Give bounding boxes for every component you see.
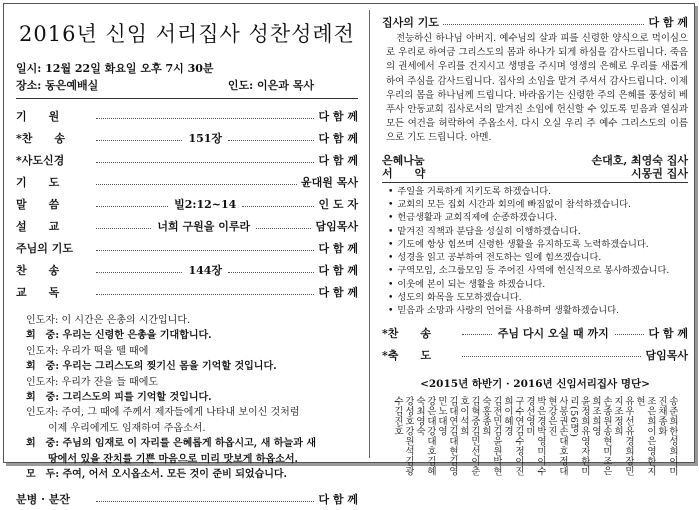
speaker-label: 모 두: [26, 469, 60, 481]
prayer-performer: 다 함 께 [648, 16, 688, 29]
order-row [16, 105, 358, 127]
responsive-text: 이제 우리에게도 임재하여 주옵소서. [48, 422, 206, 434]
dotted-leader [462, 356, 641, 357]
order-label: *축 도 [382, 348, 432, 362]
vow-item: • 믿음과 소망과 사랑의 언어를 사용하며 생활하겠습니다. [388, 304, 688, 317]
grace-sharing-row [382, 154, 688, 167]
deacon-list-title: <2015년 하반기 · 2016년 신임서리집사 명단> [420, 377, 650, 390]
name-column: 김전민김윤원박현숙홍종희 [480, 395, 502, 476]
order-performer: 다 함 께 [318, 132, 359, 145]
order-row [16, 259, 358, 281]
order-performer: 다 함 께 [318, 286, 358, 299]
order-row [16, 237, 358, 259]
dotted-leader [96, 140, 182, 141]
communion-label: 분병 · 분잔 [16, 493, 70, 507]
responsive-line [26, 390, 358, 405]
order-performer: 다 함 께 [648, 326, 688, 340]
name-column: 김혁중김민선이춘호이석희 [458, 395, 480, 476]
order-label: 기 원 [16, 110, 60, 123]
order-row [382, 344, 688, 366]
responsive-text: 우리는 그리스도의 찢기신 몸을 기억할 것입니다. [62, 361, 277, 373]
responsive-text: 우리는 신령한 은총을 기대합니다. [62, 330, 212, 342]
order-label: 찬 송 [16, 264, 60, 277]
name-column: 박은경박영미이수경선영미 [524, 395, 546, 476]
grace-sharing-label: 은혜나눔 [382, 153, 425, 167]
vows-row [382, 167, 688, 180]
responsive-line [26, 436, 358, 451]
name-column: 조은희이은영한지현 [634, 395, 656, 476]
vows-label: 서 약 [382, 166, 426, 180]
order-label: 설 교 [16, 220, 60, 233]
communion-performer: 다 함 께 [318, 493, 358, 507]
order-performer: 다 함 께 [318, 110, 358, 123]
order-row [16, 215, 358, 237]
responsive-text: 땅에서 있을 잔치를 기쁜 마음으로 미리 맛보게 하옵소서. [48, 453, 299, 465]
order-row [16, 149, 358, 171]
order-detail: 주님 다시 오실 때 까지 [497, 326, 609, 340]
responsive-text: 그리스도의 피를 기억할 것입니다. [62, 392, 212, 404]
dotted-leader [96, 228, 151, 229]
name-column: 강은대강대호김혜숙최영숙 [414, 395, 436, 476]
responsive-text: 주여, 어서 오시옵소서. 모든 것이 준비 되었습니다. [62, 469, 288, 481]
name-column: 손종원송현미조은희조희영 [590, 395, 612, 476]
vow-item: • 성경을 읽고 공부하여 전도하는 일에 힘쓰겠습니다. [388, 251, 688, 264]
speaker-label: 회 중: [26, 392, 60, 404]
order-detail: 144장 [188, 264, 223, 277]
speaker-label: 인도자: [26, 376, 59, 388]
order-performer: 다 함 께 [318, 242, 358, 255]
order-row [16, 281, 358, 303]
responsive-line [26, 375, 358, 390]
dotted-leader [96, 184, 297, 185]
speaker-label: 회 중: [26, 361, 60, 373]
order-row [16, 193, 358, 215]
responsive-text: 주님의 임재로 이 자리를 은혜롭게 하옵시고, 새 하늘과 새 [62, 438, 317, 450]
order-label: 주님의 기도 [16, 242, 73, 255]
speaker-label: 회 중: [26, 438, 60, 450]
dotted-leader [228, 272, 314, 273]
dotted-leader [96, 206, 168, 207]
order-performer: 다 함 께 [318, 264, 359, 277]
responsive-line [26, 359, 358, 374]
order-detail: 빌2:12~14 [174, 198, 237, 211]
vows-performer: 시몽권 집사 [631, 166, 688, 180]
responsive-line [26, 452, 358, 467]
responsive-text: 주여, 그 때에 주께서 제자들에게 나타내 보이신 것처럼 [61, 407, 300, 419]
name-column: 유우선유경희장민지조정희 [612, 395, 634, 476]
vows-separator [382, 182, 688, 183]
responsive-line [26, 328, 358, 343]
prayer-heading: 집사의 기도 [382, 16, 439, 29]
header-separator [16, 98, 358, 99]
grace-sharing-performers: 손대호, 최영숙 집사 [591, 153, 688, 167]
responsive-text: 이 시간은 은총의 시간입니다. [61, 315, 191, 326]
column-divider [369, 10, 370, 458]
dotted-leader [256, 228, 311, 229]
dotted-leader [96, 250, 314, 251]
order-row [382, 322, 688, 344]
responsive-line [26, 405, 358, 420]
responsive-line [26, 313, 358, 328]
name-column: 구수연김수정이진희이혜경 [502, 395, 524, 476]
responsive-text: 우리가 떡을 뗄 때에 [61, 345, 149, 357]
responsive-line [26, 421, 358, 436]
order-label: 말 씀 [16, 198, 60, 211]
name-column: 윤정희유영자한미리(56명) [568, 395, 590, 476]
vow-item: • 교회의 모든 집회 시간과 회의에 빠짐없이 참석하겠습니다. [388, 198, 688, 211]
vow-item: • 기도에 항상 힘쓰며 신령한 생활을 유지하도록 노력하겠습니다. [388, 238, 688, 251]
order-performer: 인 도 자 [318, 198, 359, 211]
bulletin-page [3, 3, 695, 507]
closing-order [382, 322, 688, 366]
dotted-leader [615, 334, 645, 335]
order-performer: 다 함 께 [318, 154, 358, 167]
dotted-leader [96, 501, 314, 502]
responsive-reading [16, 313, 358, 482]
order-label: 기 도 [16, 176, 60, 189]
order-row-communion [16, 488, 358, 510]
dotted-leader [462, 334, 492, 335]
leader: 인도: 이은과 목사 [227, 79, 314, 92]
speaker-label: 회 중: [26, 330, 60, 342]
order-detail: 너희 구원을 이루라 [157, 220, 251, 233]
speaker-label: 인도자: [26, 345, 59, 357]
name-column: 사봉권손대호정대현강은진 [546, 395, 568, 476]
deacon-names [382, 396, 688, 484]
order-detail: 151장 [188, 132, 223, 145]
dotted-leader [96, 272, 182, 273]
dotted-leader [242, 206, 314, 207]
dotted-leader [96, 294, 314, 295]
order-label: 교 독 [16, 286, 60, 299]
order-row [16, 127, 358, 149]
name-column: 김대연김대현김영민노대영 [436, 395, 458, 476]
prayer-heading-row [382, 12, 688, 32]
vow-item: • 구역모임, 소그룹모임 등 주어진 사역에 헌신적으로 봉사하겠습니다. [388, 264, 688, 277]
place-leader-row [16, 77, 358, 95]
order-performer: 윤대원 목사 [301, 176, 358, 189]
order-label: *찬 송 [382, 326, 432, 340]
speaker-label: 인도자: [26, 407, 59, 419]
dotted-leader [228, 140, 314, 141]
order-performer: 담임목사 [645, 348, 688, 362]
prayer-text: 전능하신 하나님 아버지. 예수님의 살과 피를 신령한 양식으로 먹이심으로 우리로 하여금 그리스도의 몸과 하나가 되게 하심을 감사드립니다. 죽음의 권세에서 우리를 건지시고 생명을 주시며 영생의 은혜로 우리를 새롭게 하여 주심을 감사드립니다. 집사의 소임을 맡겨 주셔서 감사드립니다. 이제 우리의 몸을 하나님께 드립니다. 바라옵기는 신령한 주의 은혜를 풍성히 베푸사 안동교회 집사로서의 맡겨진 소임에 헌신할 수 있도록 믿음과 열심과 모든 여건을 허락하여 주옵소서. 다시 오실 우리 주 예수 그리스도의 이름으로 기도 드립니다. 아멘. [386, 33, 688, 144]
speaker-label: 인도자: [26, 315, 59, 326]
responsive-text: 우리가 잔을 들 때에도 [61, 376, 159, 388]
dotted-leader [96, 162, 314, 163]
page-title: 2016년 신임 서리집사 성찬성례전 [19, 22, 355, 46]
dotted-leader [96, 118, 314, 119]
vow-item: • 주일을 거룩하게 지키도록 하겠습니다. [388, 185, 688, 198]
right-column [382, 10, 688, 484]
order-row [16, 171, 358, 193]
datetime: 일시: 12월 22일 화요일 오후 7시 30분 [16, 62, 214, 75]
place: 장소: 동은예배실 [16, 79, 99, 92]
left-column [16, 10, 358, 510]
vow-item: • 헌금생활과 교회직제에 순종하겠습니다. [388, 211, 688, 224]
responsive-line [26, 467, 358, 482]
order-performer: 담임목사 [315, 220, 358, 233]
responsive-line [26, 344, 358, 359]
vow-item: • 성도의 화목을 도모하겠습니다. [388, 291, 688, 304]
dotted-leader [443, 24, 644, 25]
order-label: *찬 송 [16, 132, 66, 145]
vows-list [382, 185, 688, 318]
worship-order [16, 105, 358, 303]
name-column: 강성호강원석김광수김진호 [392, 395, 414, 476]
vow-item: • 이웃에 본이 되는 생활을 하겠습니다. [388, 278, 688, 291]
vow-item: • 맡겨진 직책과 분담을 성실히 이행하겠습니다. [388, 225, 688, 238]
name-column: 송준희한성희이미진채종화 [656, 395, 678, 476]
order-label: *사도신경 [16, 154, 65, 167]
